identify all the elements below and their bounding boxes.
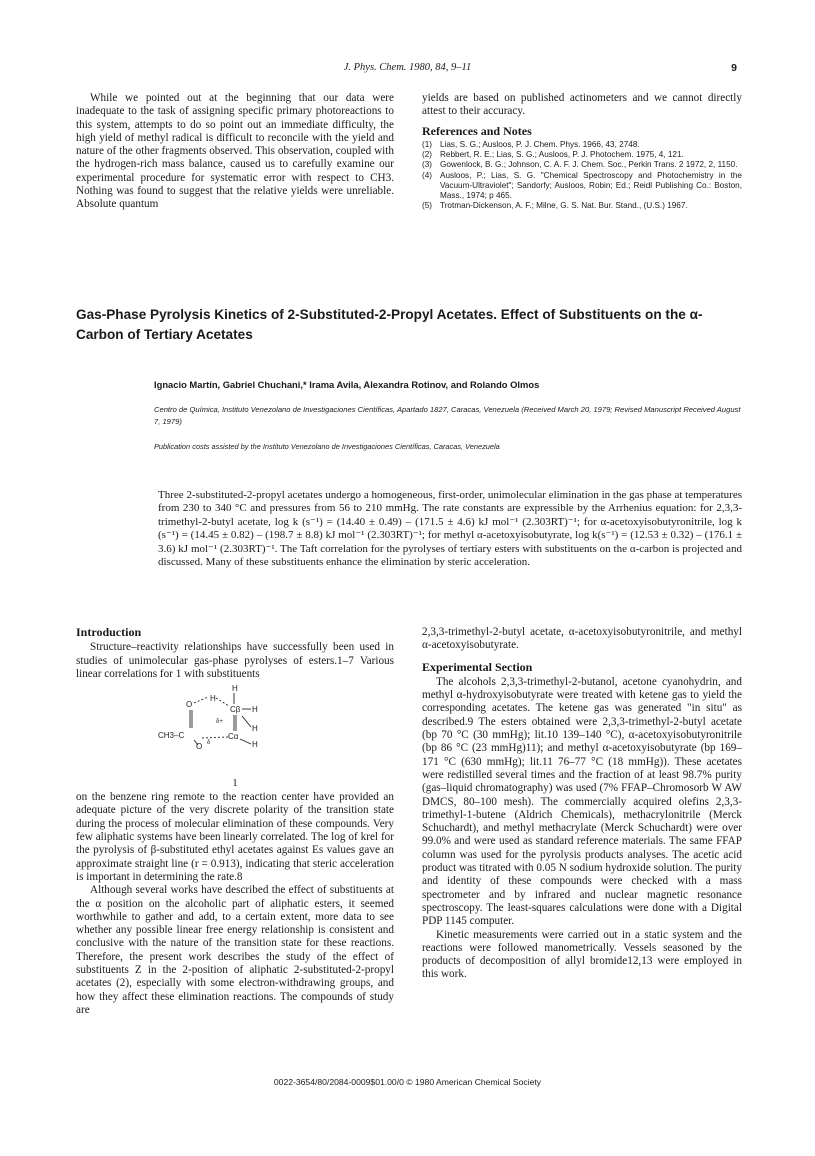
reference-number: (1): [422, 139, 433, 149]
atom-ch3-c: CH3–C: [158, 731, 185, 741]
atom-o-top: O: [186, 700, 193, 710]
transition-state-figure: [76, 683, 394, 791]
reference-number: (2): [422, 150, 433, 160]
experimental-paragraph-2: Kinetic measurements were carried out in a static system and the reactions were followed manometrically. Vessels seasoned by the products of decomposition of allyl bromide12,13 were employed in this work.: [422, 928, 742, 981]
atom-h-top: H: [210, 694, 216, 704]
intro-paragraph-2-cont: 2,3,3-trimethyl-2-butyl acetate, α-acetoxyisobutyronitrile, and methyl α-acetoxyisobutyrate.: [422, 626, 742, 652]
publication-costs-note: Publication costs assisted by the Instituto Venezolano de Investigaciones Científicas, Caracas, Venezuela: [154, 442, 500, 451]
running-header: [0, 62, 815, 78]
experimental-paragraph-1: The alcohols 2,3,3-trimethyl-2-butanol, acetone cyanohydrin, and methyl α-hydroxyisobutyrate were treated with ketene gas to yield the corresponding acetates. The ketene gas was generated "in situ" as described.9 The esters obtained were 2,3,3-trimethyl-2-butyl acetate (bp 70 °C (30 mmHg); lit.10 139–140 °C), α-acetoxyisobutyronitrile (bp 86 °C (23 mmHg)11); and methyl α-acetoxyisobutyrate (bp 169–171 °C (630 mmHg); lit.11 76–77 °C (18 mmHg)). These acetates were redistilled several times and the fraction of at least 98.7% purity (gas–liquid chromatography) was used (7% FFAP–Chromosorb W AW DMCS, 80–100 mesh). The commercially acquired olefins 2,3,3-trimethyl-1-butene (Aldrich Chemicals), methacrylonitrile (Merck Schuchardt), and methyl methacrylate (Merck Schuchardt) were over 99.0% and were used as standard reference materials. The same FFAP column was used for the pyrolysis products analyses. The acetic acid product was titrated with 0.05 N sodium hydroxide solution. The purity and identity of these compounds were checked with a mass spectrometer and by infrared and nuclear magnetic resonance spectroscopy. The least-squares calculations were done with a Digital PDP 1145 computer.: [422, 675, 742, 928]
delta-plus: δ+: [216, 719, 223, 726]
reference-text: Lias, S. G.; Ausloos, P. J. Chem. Phys. 1966, 43, 2748.: [440, 139, 640, 149]
atom-h-right-1: H: [252, 705, 258, 715]
reference-item: [422, 140, 742, 150]
references-heading: References and Notes: [422, 123, 532, 138]
prev-article-left-column: [76, 92, 394, 212]
copyright-footer: 0022-3654/80/2084-0009$01.00/0 © 1980 American Chemical Society: [273, 1077, 542, 1087]
figure-label: 1: [232, 777, 238, 790]
delta-minus: δ: [207, 740, 211, 747]
reference-item: [422, 201, 742, 211]
reference-number: (5): [422, 201, 433, 211]
reference-text: Rebbert, R. E.; Lias, S. G.; Ausloos, P. J. Photochem. 1975, 4, 121.: [440, 150, 684, 160]
intro-paragraph-2: Although several works have described the effect of substituents at the α position on the alcoholic part of aliphatic esters, it seemed worthwhile to gather and add, to a certain extent, more data to see whether any possible linear free energy relationship is consistent and conclusive with the nature of the transition state for these reactions. Therefore, the present work describes the study of the effect of substituents Z in the 2-position of aliphatic 2-substituted-2-propyl acetates (2), especially with some electron-withdrawing groups, and how they affect these elimination reactions. The compounds of study are: [76, 884, 394, 1016]
intro-paragraph-1-cont: on the benzene ring remote to the reaction center have provided an adequate picture of the very discrete polarity of the transition state during the process of molecular elimination of these compounds. Very few aliphatic systems have been linearly correlated. The log of krel for the pyrolysis of β-substituted ethyl acetates against Es values gave an approximate straight line (r = 0.913), indicating that steric acceleration is important in determining the rate.8: [76, 791, 394, 883]
reference-text: Gowenlock, B. G.; Johnson, C. A. F. J. Chem. Soc., Perkin Trans. 2 1972, 2, 1150.: [440, 160, 738, 170]
reference-text: Trotman-Dickenson, A. F.; Milne, G. S. Nat. Bur. Stand., (U.S.) 1967.: [440, 201, 688, 211]
atom-h-upper: H: [232, 684, 238, 694]
article-affiliation: Centro de Química, Instituto Venezolano de Investigaciones Científicas, Apartado 1827, Caracas, Venezuela (Received March 20, 1979; Revised Manuscript Received August 7, 1979): [154, 405, 741, 426]
reference-item: [422, 150, 742, 160]
prev-article-right-column: [422, 92, 742, 211]
reference-item: [422, 171, 742, 202]
reference-number: (4): [422, 170, 433, 180]
journal-citation: J. Phys. Chem. 1980, 84, 9–11: [343, 62, 472, 73]
atom-o-bottom: O: [196, 742, 203, 752]
atom-c-alpha: Cα: [228, 732, 239, 742]
article-title: Gas-Phase Pyrolysis Kinetics of 2-Substituted-2-Propyl Acetates. Effect of Substituents on the α-Carbon of Tertiary Acetates: [76, 307, 703, 342]
prev-article-paragraph: While we pointed out at the beginning that our data were inadequate to the task of assigning specific primary photoreactions to this system, attempts to do so point out an immediate difficulty, the high yield of methyl radical is difficult to reconcile with the yield and nature of the other fragments observed. This observation, coupled with the hydrogen-rich mass balance, caused us to carefully examine our experimental procedure for systematic error with respect to CH3. Nothing was found to suggest that the relative yields were unreliable. Absolute quantum: [76, 92, 394, 211]
reference-text: Ausloos, P.; Lias, S. G. "Chemical Spectroscopy and Photochemistry in the Vacuum-Ultraviolet"; Sandorfy; Ausloos, Robin; Ed.; Reidl Publishing Co.: Boston, Mass., 1974; p 465.: [440, 170, 742, 200]
introduction-heading: Introduction: [76, 625, 142, 639]
page-number: 9: [731, 62, 737, 74]
structure-diagram: [158, 683, 296, 775]
abstract: Three 2-substituted-2-propyl acetates undergo a homogeneous, first-order, unimolecular elimination in the gas phase at temperatures from 230 to 340 °C and pressures from 56 to 210 mmHg. The rate constants are expressible by the Arrhenius equation: for 2,3,3-trimethyl-2-butyl acetate, log k (s⁻¹) = (14.40 ± 0.49) – (171.5 ± 4.6) kJ mol⁻¹ (2.303RT)⁻¹; for α-acetoxyisobutyronitrile, log k (s⁻¹) = (14.45 ± 0.82) – (198.7 ± 8.8) kJ mol⁻¹ (2.303RT)⁻¹; for methyl α-acetoxyisobutyrate, log k(s⁻¹) = (12.53 ± 0.32) – (176.1 ± 3.6) kJ mol⁻¹ (2.303RT)⁻¹. The Taft correlation for the pyrolyses of tertiary esters with substituents on the α-carbon is projected and discussed. Many of these substituents enhance the elimination by steric acceleration.: [158, 489, 742, 569]
article-left-column: [76, 626, 394, 1017]
reference-item: [422, 160, 742, 170]
references-list: [422, 140, 742, 211]
article-right-column: [422, 626, 742, 982]
atom-c-beta: Cβ: [230, 705, 241, 715]
article-authors: Ignacio Martín, Gabriel Chuchani,* Irama Avila, Alexandra Rotinov, and Rolando Olmos: [154, 379, 540, 390]
atom-h-right-2: H: [252, 724, 258, 734]
atom-h-right-3: H: [252, 740, 258, 750]
experimental-heading: Experimental Section: [422, 659, 533, 674]
reference-number: (3): [422, 160, 433, 170]
prev-article-paragraph-cont: yields are based on published actinometers and we cannot directly attest to their accuracy.: [422, 92, 742, 118]
intro-paragraph-1: Structure–reactivity relationships have successfully been used in studies of unimolecular gas-phase pyrolyses of esters.1–7 Various linear correlations for 1 with substituents: [76, 641, 394, 680]
